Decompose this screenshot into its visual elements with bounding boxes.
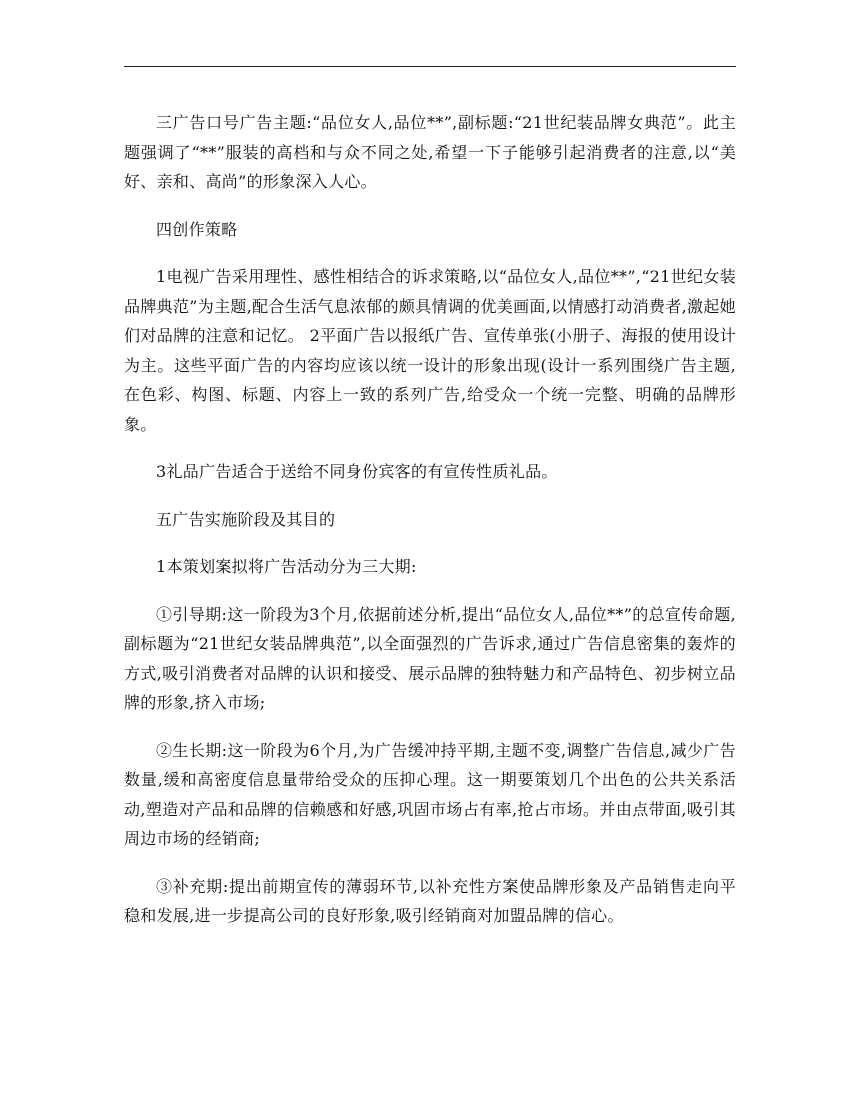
paragraph-slogan: 三广告口号广告主题:“品位女人,品位**”,副标题:“21世纪装品牌女典范”。此主题强调了“**”服装的高档和与众不同之处,希望一下子能够引起消费者的注意,以“美好、亲和、高尚”的形象深入人心。 xyxy=(124,113,736,191)
paragraph-phase-growth: ②生长期:这一阶段为6个月,为广告缓冲持平期,主题不变,调整广告信息,减少广告数量,缓和高密度信息量带给受众的压抑心理。这一期要策划几个出色的公共关系活动,塑造对产品和品牌的信赖感和好感,巩固市场占有率,抢占市场。并由点带面,吸引其周边市场的经销商; xyxy=(124,740,736,848)
heading-creative-strategy: 四创作策略 xyxy=(156,219,238,239)
header-rule xyxy=(124,66,736,67)
paragraph-tv-print-ads: 1电视广告采用理性、感性相结合的诉求策略,以“品位女人,品位**”,“21世纪女装品牌典范”为主题,配合生活气息浓郁的颇具情调的优美画面,以情感打动消费者,激起她们对品牌的注意和记忆。 2平面广告以报纸广告、宣传单张(小册子、海报的使用设计为主。这些平面广告的内容均应该以统一设计的形象出现(设计一系列围绕广告主题,在色彩、构图、标题、内容上一致的系列广告,给受众一个统一完整、明确的品牌形象。 xyxy=(124,267,736,434)
paragraph-phase-intro: ①引导期:这一阶段为3个月,依据前述分析,提出“品位女人,品位**”的总宣传命题,副标题为“21世纪女装品牌典范”,以全面强烈的广告诉求,通过广告信息密集的轰炸的方式,吸引消费者对品牌的认识和接受、展示品牌的独特魅力和产品特色、初步树立品牌的形象,挤入市场; xyxy=(124,604,736,712)
heading-implementation-stages: 五广告实施阶段及其目的 xyxy=(156,509,336,529)
paragraph-three-phases: 1本策划案拟将广告活动分为三大期: xyxy=(156,557,417,576)
paragraph-gift-ads: 3礼品广告适合于送给不同身份宾客的有宣传性质礼品。 xyxy=(156,462,558,481)
paragraph-phase-supplement: ③补充期:提出前期宣传的薄弱环节,以补充性方案使品牌形象及产品销售走向平稳和发展,进一步提高公司的良好形象,吸引经销商对加盟品牌的信心。 xyxy=(124,876,736,925)
document-body xyxy=(124,108,736,949)
